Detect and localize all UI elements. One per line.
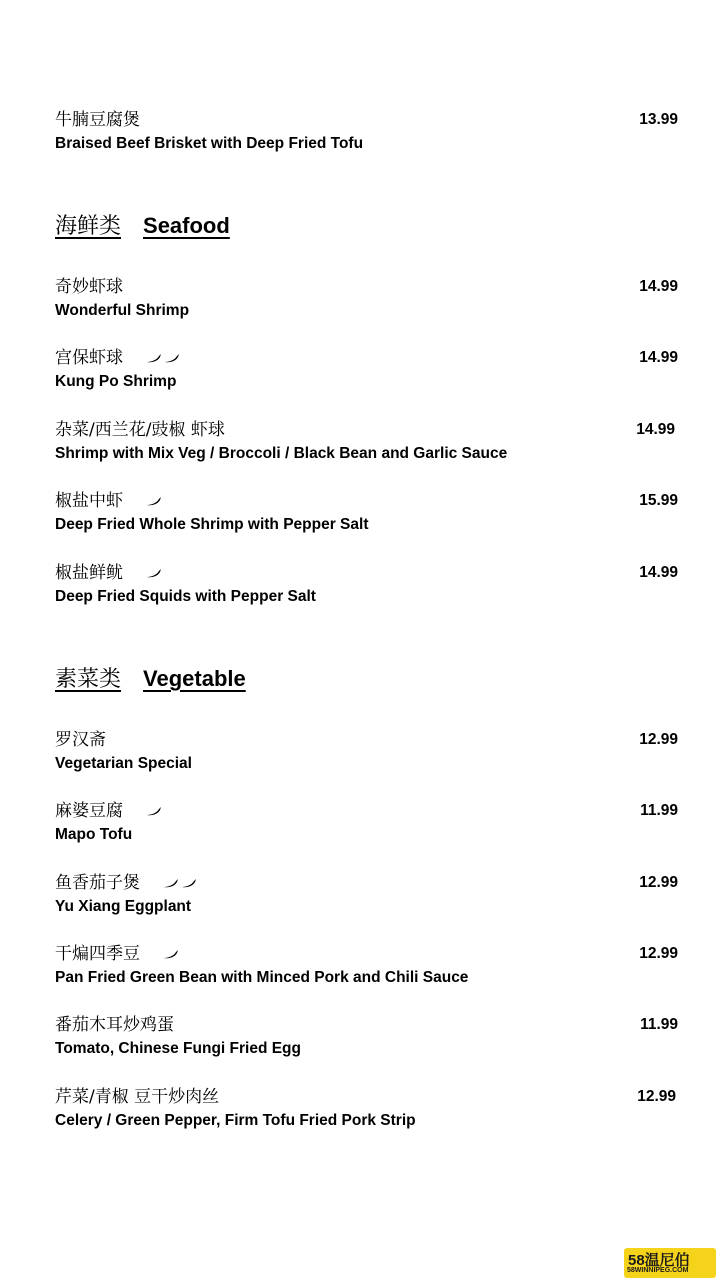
menu-item <box>55 1014 680 1059</box>
item-chinese-line <box>55 562 680 584</box>
section-chinese-title: 素菜类 <box>55 667 122 692</box>
item-chinese-name: 鱼香茄子煲 <box>55 873 140 893</box>
item-english-name: Deep Fried Squids with Pepper Salt <box>55 588 316 605</box>
section-english-title: Vegetable <box>143 666 246 691</box>
item-chinese-line <box>55 490 680 512</box>
chili-pepper-icon <box>181 878 197 888</box>
spicy-level <box>146 347 182 369</box>
menu-item <box>55 419 680 464</box>
spicy-level <box>146 800 164 822</box>
menu-item <box>55 562 680 607</box>
chili-pepper-icon <box>163 949 179 959</box>
item-chinese-name: 椒盐鲜鱿 <box>55 563 123 583</box>
item-price: 11.99 <box>640 1016 678 1033</box>
item-chinese-line <box>55 943 680 965</box>
item-english-name: Shrimp with Mix Veg / Broccoli / Black Bean and Garlic Sauce <box>55 445 508 462</box>
item-chinese-name: 奇妙虾球 <box>55 277 123 297</box>
menu-item <box>55 109 680 154</box>
item-english-name: Deep Fried Whole Shrimp with Pepper Salt <box>55 516 369 533</box>
watermark-logo-url: 58WINNIPEG.COM <box>627 1267 689 1274</box>
item-chinese-name: 椒盐中虾 <box>55 491 123 511</box>
item-chinese-name: 芹菜/青椒 豆干炒肉丝 <box>55 1087 220 1107</box>
chili-pepper-icon <box>146 568 162 578</box>
menu-item <box>55 729 680 774</box>
chili-pepper-icon <box>146 806 162 816</box>
item-chinese-line <box>55 347 680 369</box>
spicy-level <box>146 490 164 512</box>
watermark-logo <box>624 1248 716 1278</box>
spicy-level <box>163 943 181 965</box>
item-price: 12.99 <box>637 1088 676 1105</box>
item-price: 11.99 <box>640 802 678 819</box>
item-english-name: Kung Po Shrimp <box>55 373 177 390</box>
item-english-name: Celery / Green Pepper, Firm Tofu Fried Pork Strip <box>55 1112 416 1129</box>
item-chinese-line <box>55 872 680 894</box>
item-english-name: Yu Xiang Eggplant <box>55 898 192 915</box>
item-price: 14.99 <box>636 421 675 438</box>
section-english-title: Seafood <box>143 213 230 238</box>
item-chinese-name: 罗汉斋 <box>55 730 106 750</box>
item-english-name: Braised Beef Brisket with Deep Fried Tofu <box>55 135 364 152</box>
chili-pepper-icon <box>164 353 180 363</box>
chili-pepper-icon <box>146 353 162 363</box>
item-price: 14.99 <box>639 349 678 366</box>
item-english-name: Tomato, Chinese Fungi Fried Egg <box>55 1040 301 1057</box>
item-english-name: Mapo Tofu <box>55 826 133 843</box>
menu-item <box>55 347 680 392</box>
spicy-level <box>146 562 164 584</box>
section-chinese-title: 海鲜类 <box>55 214 122 239</box>
spicy-level <box>163 872 199 894</box>
item-chinese-line <box>55 800 680 822</box>
section-heading-vegetable <box>55 665 246 694</box>
item-chinese-name: 番茄木耳炒鸡蛋 <box>55 1015 174 1035</box>
chili-pepper-icon <box>146 496 162 506</box>
watermark-logo-text: 58温尼伯 <box>628 1252 690 1269</box>
section-heading-seafood <box>55 212 230 241</box>
menu-item <box>55 872 680 917</box>
item-price: 14.99 <box>639 278 678 295</box>
menu-item <box>55 1086 680 1131</box>
item-english-name: Wonderful Shrimp <box>55 302 190 319</box>
item-english-name: Vegetarian Special <box>55 755 192 772</box>
item-price: 12.99 <box>639 945 678 962</box>
item-price: 15.99 <box>639 492 678 509</box>
item-price: 12.99 <box>639 731 678 748</box>
menu-item <box>55 943 680 988</box>
menu-item <box>55 800 680 845</box>
menu-item <box>55 490 680 535</box>
item-chinese-name: 宫保虾球 <box>55 348 123 368</box>
menu-item <box>55 276 680 321</box>
item-english-name: Pan Fried Green Bean with Minced Pork and Chili Sauce <box>55 969 469 986</box>
chili-pepper-icon <box>163 878 179 888</box>
item-chinese-name: 杂菜/西兰花/豉椒 虾球 <box>55 420 225 440</box>
item-chinese-name: 干煸四季豆 <box>55 944 140 964</box>
item-price: 14.99 <box>639 564 678 581</box>
item-price: 12.99 <box>639 874 678 891</box>
item-price: 13.99 <box>639 111 678 128</box>
item-chinese-name: 牛腩豆腐煲 <box>55 110 140 130</box>
item-chinese-name: 麻婆豆腐 <box>55 801 123 821</box>
